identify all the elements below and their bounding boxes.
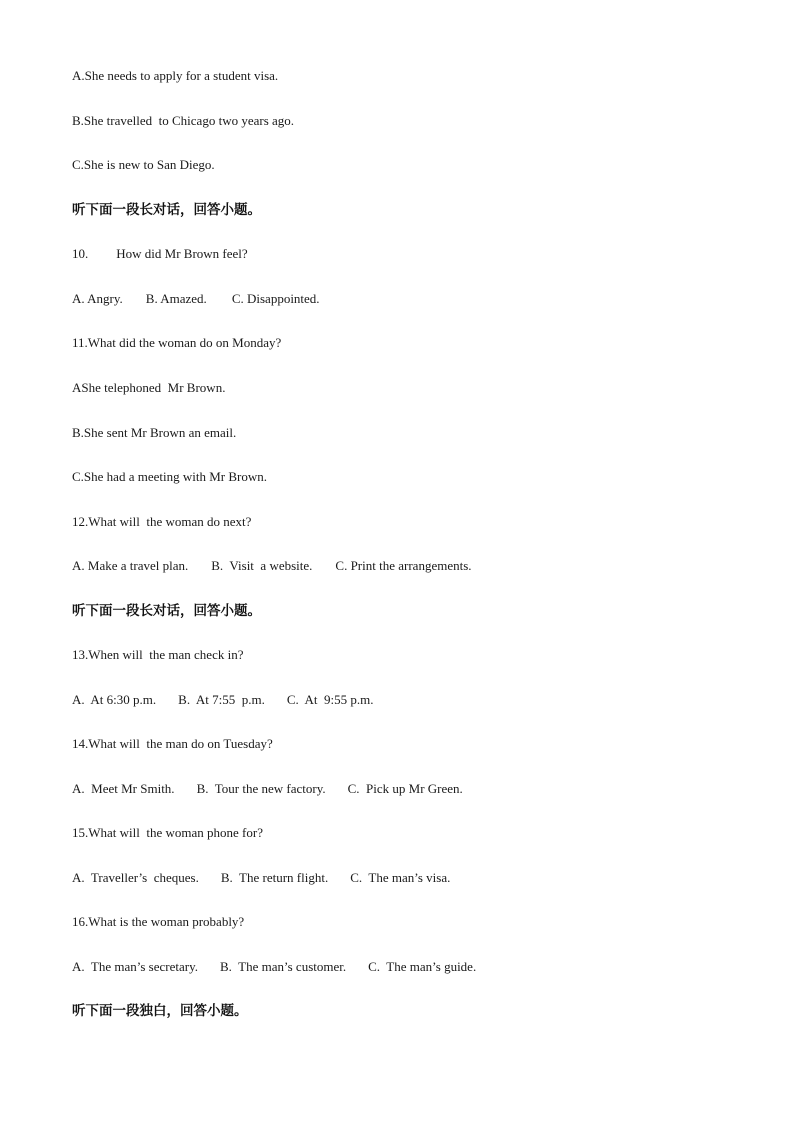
option-b: B. Tour the new factory. [196,781,326,796]
question-line: 16.What is the woman probably? [72,914,245,929]
question-text: How did Mr Brown feel? [116,246,248,261]
options-row [72,870,450,886]
option-b: B. At 7:55 p.m. [178,692,265,707]
option-line: B.She sent Mr Brown an email. [72,425,237,440]
option-line: AShe telephoned Mr Brown. [72,380,226,395]
option-a: A. The man’s secretary. [72,959,198,974]
option-b: B. Amazed. [145,291,207,306]
option-a: A. Make a travel plan. [72,558,189,573]
option-b: B. The return flight. [220,870,329,885]
section-heading: 听下面一段长对话，回答小题。 [72,603,261,619]
question-number: 10. [72,246,89,261]
option-b: B. Visit a website. [211,558,313,573]
option-c: C. Disappointed. [231,291,320,306]
option-b: B. The man’s customer. [219,959,347,974]
question-line: 13.When will the man check in? [72,647,244,662]
question-line [72,246,248,262]
question-line: 12.What will the woman do next? [72,514,252,529]
options-row [72,558,472,574]
options-row [72,291,320,307]
option-c: C. Pick up Mr Green. [347,781,463,796]
section-heading: 听下面一段独白，回答小题。 [72,1003,248,1019]
option-c: C. At 9:55 p.m. [286,692,374,707]
option-a: A. At 6:30 p.m. [72,692,157,707]
options-row [72,959,476,975]
option-c: C. The man’s visa. [350,870,451,885]
options-row [72,692,374,708]
question-line: 15.What will the woman phone for? [72,825,263,840]
option-line: C.She is new to San Diego. [72,157,215,172]
options-row [72,781,463,797]
option-c: C. The man’s guide. [368,959,477,974]
option-line: A.She needs to apply for a student visa. [72,68,279,83]
option-a: A. Traveller’s cheques. [72,870,199,885]
option-a: A. Meet Mr Smith. [72,781,175,796]
question-line: 11.What did the woman do on Monday? [72,335,282,350]
option-a: A. Angry. [72,291,123,306]
option-line: B.She travelled to Chicago two years ago. [72,113,295,128]
section-heading: 听下面一段长对话，回答小题。 [72,202,261,218]
option-c: C. Print the arrangements. [335,558,472,573]
option-line: C.She had a meeting with Mr Brown. [72,469,267,484]
question-line: 14.What will the man do on Tuesday? [72,736,273,751]
